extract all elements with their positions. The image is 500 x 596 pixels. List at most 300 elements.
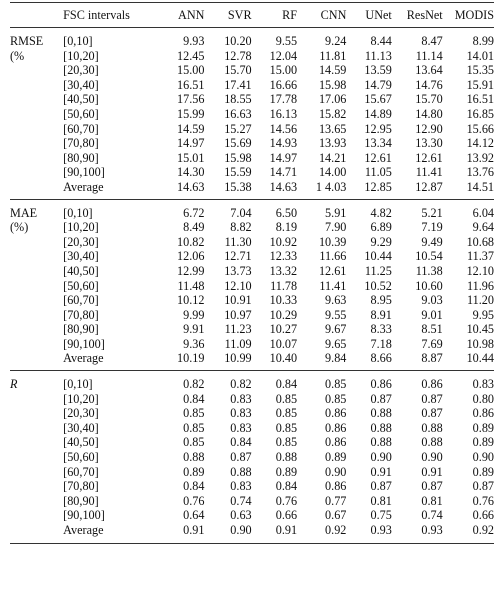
value-cell-svr: 15.27 [224, 121, 252, 136]
value-cell-svr: 0.83 [230, 406, 252, 421]
value-cell-resnet: 0.87 [421, 479, 443, 494]
value-cell-modis: 13.92 [466, 150, 494, 165]
value-cell-rf: 12.33 [269, 249, 298, 264]
interval-cell: [40,50] [63, 92, 99, 107]
value-cell-rf: 6.50 [275, 205, 298, 220]
value-cell-unet: 0.88 [370, 435, 392, 450]
value-cell-svr: 15.59 [224, 165, 252, 180]
value-cell-svr: 11.30 [224, 234, 252, 249]
value-cell-unet: 9.29 [370, 234, 392, 249]
value-cell-ann: 15.00 [177, 63, 205, 78]
model-header-unet: UNet [365, 8, 392, 22]
value-cell-resnet: 15.70 [415, 92, 443, 107]
value-cell-resnet: 12.87 [415, 179, 443, 194]
value-cell-svr: 15.38 [224, 179, 252, 194]
model-header-ann: ANN [178, 8, 205, 22]
model-header-svr: SVR [227, 8, 252, 22]
value-cell-ann: 17.56 [177, 92, 205, 107]
value-cell-cnn: 9.65 [325, 336, 347, 351]
table-row [10, 351, 494, 370]
value-cell-resnet: 0.91 [421, 464, 443, 479]
interval-cell: [30,40] [63, 420, 99, 435]
table-row [10, 165, 494, 180]
value-cell-resnet: 13.64 [415, 63, 443, 78]
metric-label-cell: R [10, 377, 18, 392]
value-cell-rf: 14.97 [269, 150, 298, 165]
value-cell-cnn: 11.66 [319, 249, 347, 264]
value-cell-ann: 0.76 [183, 493, 205, 508]
value-cell-modis: 11.37 [467, 249, 494, 264]
value-cell-unet: 14.89 [364, 106, 392, 121]
value-cell-svr: 15.70 [224, 63, 252, 78]
metric-label-cell [10, 63, 63, 78]
table-row [10, 220, 494, 235]
value-cell-modis: 0.89 [472, 464, 494, 479]
interval-cell: [10,20] [63, 220, 99, 235]
value-cell-rf: 16.13 [269, 106, 298, 121]
value-cell-cnn: 0.67 [325, 508, 347, 523]
value-cell-cnn: 0.89 [325, 450, 347, 465]
model-header-rf: RF [282, 8, 298, 22]
interval-cell: Average [63, 351, 104, 366]
table-row [10, 49, 494, 64]
value-cell-unet: 4.82 [370, 205, 392, 220]
value-cell-cnn: 9.84 [325, 351, 347, 366]
value-cell-resnet: 13.30 [415, 136, 443, 151]
model-header-modis: MODIS [454, 8, 494, 22]
interval-cell: [80,90] [63, 493, 99, 508]
value-cell-unet: 12.85 [364, 179, 392, 194]
value-cell-ann: 10.12 [177, 293, 205, 308]
metric-label-cell [10, 337, 63, 352]
value-cell-unet: 0.86 [370, 377, 392, 392]
metric-label-cell [10, 264, 63, 279]
value-cell-cnn: 0.77 [325, 493, 347, 508]
metric-label-cell [10, 479, 63, 494]
interval-cell: [70,80] [63, 479, 99, 494]
metric-label-cell [10, 107, 63, 122]
value-cell-resnet: 0.88 [421, 420, 443, 435]
value-cell-ann: 9.99 [183, 307, 205, 322]
value-cell-ann: 0.91 [183, 523, 205, 537]
value-cell-cnn: 9.55 [325, 307, 347, 322]
value-cell-svr: 15.98 [224, 150, 252, 165]
table-bottom-rule [10, 543, 494, 544]
value-cell-svr: 0.74 [230, 493, 252, 508]
table-row [10, 151, 494, 166]
value-cell-modis: 16.51 [466, 92, 494, 107]
value-cell-modis: 0.87 [472, 479, 494, 494]
value-cell-rf: 0.84 [275, 479, 298, 494]
value-cell-resnet: 0.87 [421, 406, 443, 421]
table-row [10, 308, 494, 323]
value-cell-resnet: 9.01 [421, 307, 443, 322]
value-cell-svr: 0.88 [230, 464, 252, 479]
value-cell-resnet: 12.61 [415, 150, 443, 165]
value-cell-resnet: 0.81 [421, 493, 443, 508]
value-cell-resnet: 8.47 [421, 34, 443, 48]
value-cell-rf: 10.92 [269, 234, 298, 249]
value-cell-modis: 6.04 [472, 205, 494, 220]
value-cell-svr: 0.90 [230, 523, 252, 537]
metric-label-cell [10, 235, 63, 250]
value-cell-unet: 6.89 [370, 220, 392, 235]
metric-column-header [10, 3, 63, 28]
value-cell-ann: 11.48 [177, 278, 205, 293]
metric-label-cell: RMSE [10, 34, 44, 48]
value-cell-unet: 8.66 [370, 351, 392, 366]
value-cell-modis: 0.89 [472, 420, 494, 435]
table-row [10, 199, 494, 220]
value-cell-ann: 8.49 [183, 220, 205, 235]
table-row [10, 235, 494, 250]
value-cell-resnet: 14.80 [415, 106, 443, 121]
value-cell-unet: 13.34 [364, 136, 392, 151]
value-cell-svr: 17.41 [224, 77, 252, 92]
value-cell-unet: 11.05 [364, 165, 392, 180]
value-cell-unet: 7.18 [370, 336, 392, 351]
value-cell-unet: 0.87 [370, 479, 392, 494]
value-cell-ann: 16.51 [177, 77, 205, 92]
value-cell-resnet: 0.93 [421, 523, 443, 537]
value-cell-svr: 0.84 [230, 435, 252, 450]
value-cell-modis: 16.85 [466, 106, 494, 121]
value-cell-ann: 14.59 [177, 121, 205, 136]
metric-label-cell [10, 136, 63, 151]
value-cell-modis: 11.96 [467, 278, 494, 293]
value-cell-cnn: 9.24 [325, 34, 347, 48]
value-cell-cnn: 0.90 [325, 464, 347, 479]
interval-cell: [70,80] [63, 136, 99, 151]
value-cell-ann: 12.45 [177, 48, 205, 63]
value-cell-ann: 9.93 [183, 34, 205, 48]
value-cell-modis: 14.12 [466, 136, 494, 151]
value-cell-resnet: 0.88 [421, 435, 443, 450]
value-cell-unet: 0.88 [370, 420, 392, 435]
table-row [10, 279, 494, 294]
metric-label-cell [10, 494, 63, 509]
value-cell-svr: 10.20 [224, 34, 252, 48]
value-cell-rf: 0.85 [275, 406, 298, 421]
table-row [10, 122, 494, 137]
value-cell-ann: 14.30 [177, 165, 205, 180]
value-cell-svr: 11.23 [224, 322, 252, 337]
value-cell-unet: 0.81 [370, 493, 392, 508]
value-cell-svr: 10.91 [224, 293, 252, 308]
value-cell-rf: 15.00 [269, 63, 298, 78]
interval-cell: Average [63, 179, 104, 194]
value-cell-ann: 0.84 [183, 391, 205, 406]
interval-cell: [40,50] [63, 263, 99, 278]
value-cell-svr: 12.71 [224, 249, 252, 264]
interval-cell: [20,30] [63, 63, 99, 78]
value-cell-rf: 0.89 [275, 464, 298, 479]
value-cell-rf: 0.91 [275, 523, 298, 537]
value-cell-modis: 0.90 [472, 450, 494, 465]
interval-cell: Average [63, 523, 104, 537]
value-cell-rf: 16.66 [269, 77, 298, 92]
interval-cell: [30,40] [63, 77, 99, 92]
value-cell-svr: 12.10 [224, 278, 252, 293]
table-row [10, 337, 494, 352]
value-cell-resnet: 0.86 [421, 377, 443, 392]
value-cell-modis: 12.10 [466, 263, 494, 278]
value-cell-modis: 0.80 [472, 391, 494, 406]
value-cell-cnn: 9.63 [325, 293, 347, 308]
metric-label-cell [10, 165, 63, 180]
value-cell-svr: 0.63 [230, 508, 252, 523]
value-cell-unet: 8.44 [370, 34, 392, 48]
table-row [10, 264, 494, 279]
value-cell-cnn: 9.67 [325, 322, 347, 337]
value-cell-modis: 14.51 [466, 179, 494, 194]
metric-label-cell [10, 465, 63, 480]
interval-cell: [10,20] [63, 48, 99, 63]
value-cell-unet: 0.88 [370, 406, 392, 421]
value-cell-modis: 9.95 [472, 307, 494, 322]
interval-cell: [70,80] [63, 307, 99, 322]
metric-label-cell [10, 392, 63, 407]
metric-label-cell [10, 435, 63, 450]
value-cell-rf: 10.33 [269, 293, 298, 308]
value-cell-rf: 10.07 [269, 336, 298, 351]
value-cell-cnn: 5.91 [325, 205, 347, 220]
value-cell-resnet: 5.21 [421, 205, 443, 220]
value-cell-cnn: 15.98 [318, 77, 347, 92]
table-row [10, 63, 494, 78]
value-cell-cnn: 10.39 [318, 234, 347, 249]
value-cell-cnn: 0.86 [325, 406, 347, 421]
value-cell-cnn: 0.85 [325, 377, 347, 392]
interval-cell: [80,90] [63, 150, 99, 165]
metric-label-cell [10, 351, 63, 370]
metric-label-cell: (% [10, 48, 25, 63]
table-header [10, 3, 494, 28]
value-cell-cnn: 14.00 [318, 165, 347, 180]
value-cell-svr: 16.63 [224, 106, 252, 121]
interval-cell: [30,40] [63, 249, 99, 264]
value-cell-cnn: 11.41 [319, 278, 347, 293]
value-cell-cnn: 14.21 [318, 150, 347, 165]
value-cell-resnet: 14.76 [415, 77, 443, 92]
value-cell-modis: 0.76 [472, 493, 494, 508]
value-cell-unet: 12.95 [364, 121, 392, 136]
value-cell-ann: 0.64 [183, 508, 205, 523]
value-cell-ann: 0.88 [183, 450, 205, 465]
interval-cell: [50,60] [63, 106, 99, 121]
metric-label-cell [10, 279, 63, 294]
table-row [10, 92, 494, 107]
results-table [10, 3, 494, 542]
value-cell-rf: 10.27 [269, 322, 298, 337]
value-cell-unet: 0.93 [370, 523, 392, 537]
table-row [10, 322, 494, 337]
value-cell-modis: 10.44 [466, 351, 494, 366]
value-cell-unet: 8.95 [370, 293, 392, 308]
value-cell-svr: 0.83 [230, 420, 252, 435]
table-row [10, 450, 494, 465]
value-cell-rf: 14.93 [269, 136, 298, 151]
value-cell-ann: 6.72 [183, 205, 205, 220]
value-cell-resnet: 8.87 [421, 351, 443, 366]
interval-cell: [0,10] [63, 205, 93, 220]
interval-cell: [60,70] [63, 464, 99, 479]
metric-label-cell [10, 508, 63, 523]
value-cell-cnn: 0.86 [325, 479, 347, 494]
metric-label-cell [10, 122, 63, 137]
value-cell-cnn: 11.81 [319, 48, 347, 63]
interval-cell: [90,100] [63, 165, 105, 180]
value-cell-cnn: 14.59 [318, 63, 347, 78]
value-cell-unet: 0.90 [370, 450, 392, 465]
value-cell-resnet: 12.90 [415, 121, 443, 136]
value-cell-rf: 14.71 [269, 165, 298, 180]
value-cell-cnn: 7.90 [325, 220, 347, 235]
value-cell-svr: 15.69 [224, 136, 252, 151]
value-cell-unet: 0.87 [370, 391, 392, 406]
table-row [10, 435, 494, 450]
table-row [10, 107, 494, 122]
value-cell-modis: 15.66 [466, 121, 494, 136]
value-cell-resnet: 9.49 [421, 234, 443, 249]
value-cell-unet: 10.44 [364, 249, 392, 264]
value-cell-ann: 14.97 [177, 136, 205, 151]
interval-cell: [50,60] [63, 450, 99, 465]
interval-cell: [20,30] [63, 234, 99, 249]
value-cell-cnn: 0.86 [325, 435, 347, 450]
value-cell-unet: 11.13 [364, 48, 392, 63]
value-cell-cnn: 0.86 [325, 420, 347, 435]
interval-column-header: FSC intervals [63, 8, 130, 22]
value-cell-svr: 0.83 [230, 391, 252, 406]
table-row [10, 494, 494, 509]
value-cell-ann: 14.63 [177, 179, 205, 194]
value-cell-rf: 0.88 [275, 450, 298, 465]
value-cell-svr: 7.04 [230, 205, 252, 220]
metric-label-cell [10, 406, 63, 421]
value-cell-modis: 10.68 [466, 234, 494, 249]
table-row [10, 523, 494, 542]
table-row [10, 479, 494, 494]
metric-label-cell [10, 78, 63, 93]
value-cell-modis: 0.92 [472, 523, 494, 537]
table-row [10, 78, 494, 93]
table-row [10, 293, 494, 308]
value-cell-unet: 15.67 [364, 92, 392, 107]
value-cell-cnn: 1 4.03 [315, 179, 347, 194]
value-cell-modis: 10.45 [466, 322, 494, 337]
value-cell-modis: 8.99 [472, 34, 494, 48]
metric-label-cell [10, 421, 63, 436]
value-cell-modis: 10.98 [466, 336, 494, 351]
metric-label-cell [10, 523, 63, 542]
value-cell-ann: 12.06 [177, 249, 205, 264]
value-cell-rf: 14.56 [269, 121, 298, 136]
value-cell-resnet: 0.74 [421, 508, 443, 523]
value-cell-ann: 0.85 [183, 420, 205, 435]
value-cell-modis: 9.64 [472, 220, 494, 235]
metric-label-cell [10, 92, 63, 107]
value-cell-ann: 0.82 [183, 377, 205, 392]
value-cell-modis: 15.91 [466, 77, 494, 92]
value-cell-unet: 0.91 [370, 464, 392, 479]
metric-label-cell: (%) [10, 220, 29, 235]
value-cell-svr: 12.78 [224, 48, 252, 63]
interval-cell: [80,90] [63, 322, 99, 337]
value-cell-rf: 14.63 [269, 179, 298, 194]
value-cell-svr: 8.82 [230, 220, 252, 235]
value-cell-ann: 9.36 [183, 336, 205, 351]
table-row [10, 371, 494, 392]
interval-cell: [0,10] [63, 34, 93, 48]
value-cell-cnn: 0.92 [325, 523, 347, 537]
metric-label-cell [10, 308, 63, 323]
value-cell-unet: 8.91 [370, 307, 392, 322]
value-cell-cnn: 0.85 [325, 391, 347, 406]
value-cell-unet: 8.33 [370, 322, 392, 337]
table-body [10, 28, 494, 542]
value-cell-rf: 17.78 [269, 92, 298, 107]
value-cell-modis: 11.20 [467, 293, 494, 308]
table-row [10, 180, 494, 199]
table-row [10, 465, 494, 480]
value-cell-svr: 0.87 [230, 450, 252, 465]
interval-cell: [40,50] [63, 435, 99, 450]
value-cell-modis: 13.76 [466, 165, 494, 180]
value-cell-cnn: 12.61 [318, 263, 347, 278]
value-cell-unet: 12.61 [364, 150, 392, 165]
value-cell-resnet: 0.87 [421, 391, 443, 406]
value-cell-modis: 0.89 [472, 435, 494, 450]
value-cell-cnn: 17.06 [318, 92, 347, 107]
value-cell-rf: 0.84 [275, 377, 298, 392]
value-cell-svr: 18.55 [224, 92, 252, 107]
interval-cell: [90,100] [63, 336, 105, 351]
table-row [10, 421, 494, 436]
value-cell-cnn: 15.82 [318, 106, 347, 121]
value-cell-ann: 15.01 [177, 150, 205, 165]
value-cell-unet: 13.59 [364, 63, 392, 78]
value-cell-ann: 10.19 [177, 351, 205, 366]
table-row [10, 392, 494, 407]
value-cell-unet: 11.25 [364, 263, 392, 278]
value-cell-resnet: 8.51 [421, 322, 443, 337]
value-cell-cnn: 13.65 [318, 121, 347, 136]
table-row [10, 28, 494, 49]
metric-label-cell [10, 249, 63, 264]
value-cell-unet: 10.52 [364, 278, 392, 293]
value-cell-svr: 10.99 [224, 351, 252, 366]
interval-cell: [60,70] [63, 293, 99, 308]
value-cell-resnet: 9.03 [421, 293, 443, 308]
metric-label-cell: MAE [10, 205, 38, 220]
interval-cell: [0,10] [63, 377, 93, 392]
value-cell-cnn: 13.93 [318, 136, 347, 151]
value-cell-rf: 0.76 [275, 493, 298, 508]
value-cell-modis: 14.01 [466, 48, 494, 63]
value-cell-resnet: 11.14 [415, 48, 443, 63]
value-cell-resnet: 0.90 [421, 450, 443, 465]
interval-cell: [20,30] [63, 406, 99, 421]
table-row [10, 249, 494, 264]
model-header-resnet: ResNet [406, 8, 443, 22]
value-cell-ann: 0.85 [183, 435, 205, 450]
model-header-cnn: CNN [320, 8, 347, 22]
value-cell-rf: 12.04 [269, 48, 298, 63]
value-cell-resnet: 7.69 [421, 336, 443, 351]
value-cell-rf: 0.85 [275, 391, 298, 406]
interval-cell: [10,20] [63, 391, 99, 406]
